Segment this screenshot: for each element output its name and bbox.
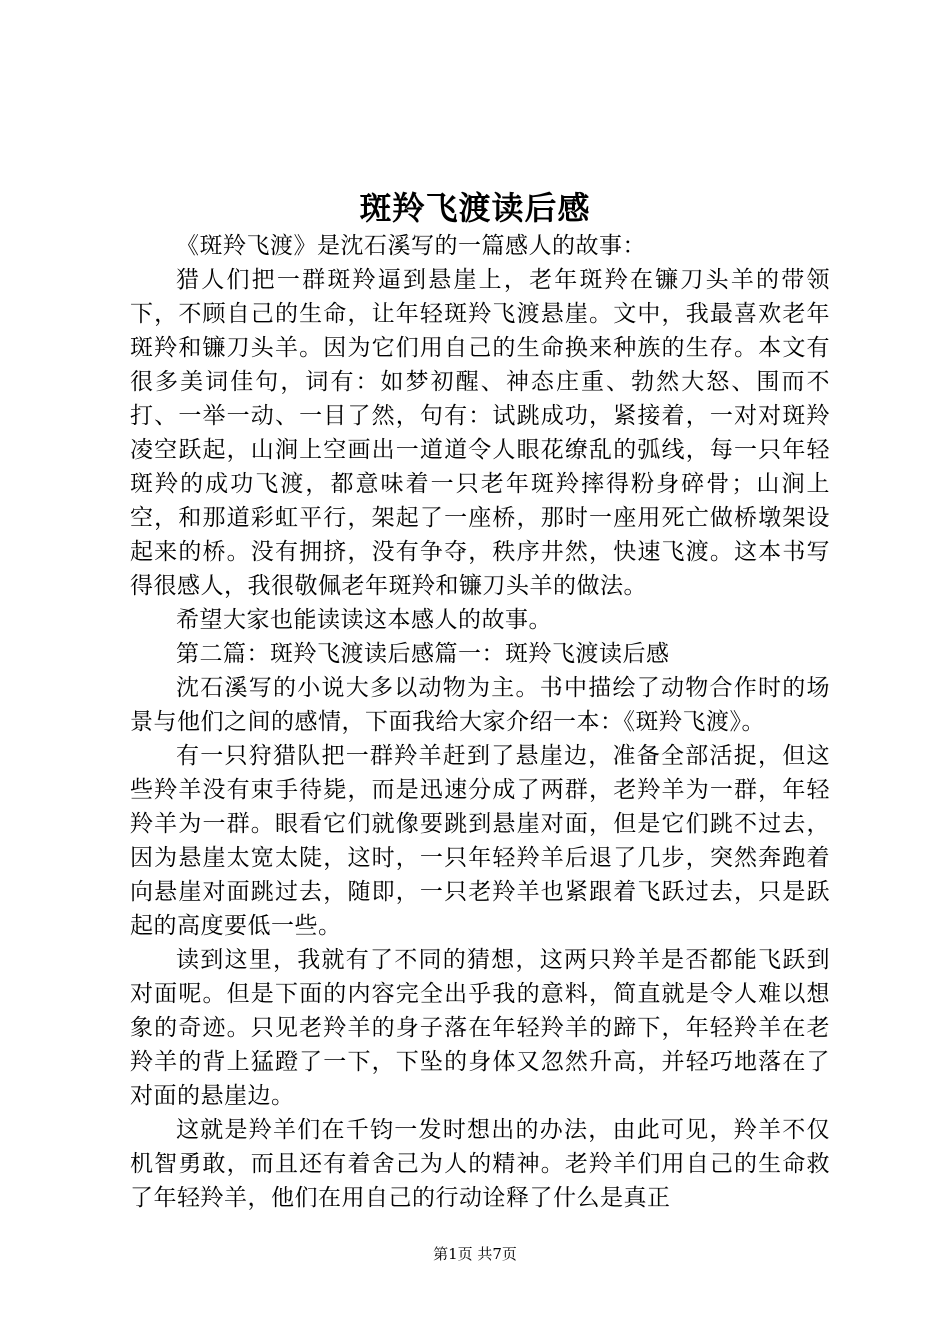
page-number-footer: 第1页 共7页 [433,1245,517,1263]
document-body [130,229,830,1215]
document-title: 斑羚飞渡读后感 [359,189,591,227]
paragraph-summary: 猎人们把一群斑羚逼到悬崖上，老年斑羚在镰刀头羊的带领下，不顾自己的生命，让年轻斑羚飞渡悬崖。文中，我最喜欢老年斑羚和镰刀头羊。因为它们用自己的生命换来种族的生存。本文有很多美词佳句，词有：如梦初醒、神态庄重、勃然大怒、围而不打、一举一动、一目了然，句有：试跳成功，紧接着，一对对斑羚凌空跃起，山涧上空画出一道道令人眼花缭乱的弧线，每一只年轻斑羚的成功飞渡，都意味着一只老年斑羚摔得粉身碎骨；山涧上空，和那道彩虹平行，架起了一座桥，那时一座用死亡做桥墩架设起来的桥。没有拥挤，没有争夺，秩序井然，快速飞渡。这本书写得很感人，我很敬佩老年斑羚和镰刀头羊的做法。 [130,267,830,599]
paragraph-conclusion: 这就是羚羊们在千钧一发时想出的办法，由此可见，羚羊不仅机智勇敢，而且还有着舍己为人的精神。老羚羊们用自己的生命救了年轻羚羊，他们在用自己的行动诠释了什么是真正 [130,1117,830,1211]
paragraph-author-intro: 沈石溪写的小说大多以动物为主。书中描绘了动物合作时的场景与他们之间的感情，下面我给大家介绍一本：《斑羚飞渡》。 [130,675,830,735]
paragraph-story: 有一只狩猎队把一群羚羊赶到了悬崖边，准备全部活捉，但这些羚羊没有束手待毙，而是迅速分成了两群，老羚羊为一群，年轻羚羊为一群。眼看它们就像要跳到悬崖对面，但是它们跳不过去，因为悬崖太宽太陡，这时，一只年轻羚羊后退了几步，突然奔跑着向悬崖对面跳过去，随即，一只老羚羊也紧跟着飞跃过去，只是跃起的高度要低一些。 [130,743,830,939]
paragraph-intro: 《斑羚飞渡》是沈石溪写的一篇感人的故事： [176,233,646,259]
paragraph-section-heading: 第二篇：斑羚飞渡读后感篇一：斑羚飞渡读后感 [176,641,670,667]
paragraph-reflection: 读到这里，我就有了不同的猜想，这两只羚羊是否都能飞跃到对面呢。但是下面的内容完全出乎我的意料，简直就是令人难以想象的奇迹。只见老羚羊的身子落在年轻羚羊的蹄下，年轻羚羊在老羚羊的背上猛蹬了一下，下坠的身体又忽然升高，并轻巧地落在了对面的悬崖边。 [130,947,830,1109]
paragraph-recommendation: 希望大家也能读读这本感人的故事。 [176,607,552,633]
